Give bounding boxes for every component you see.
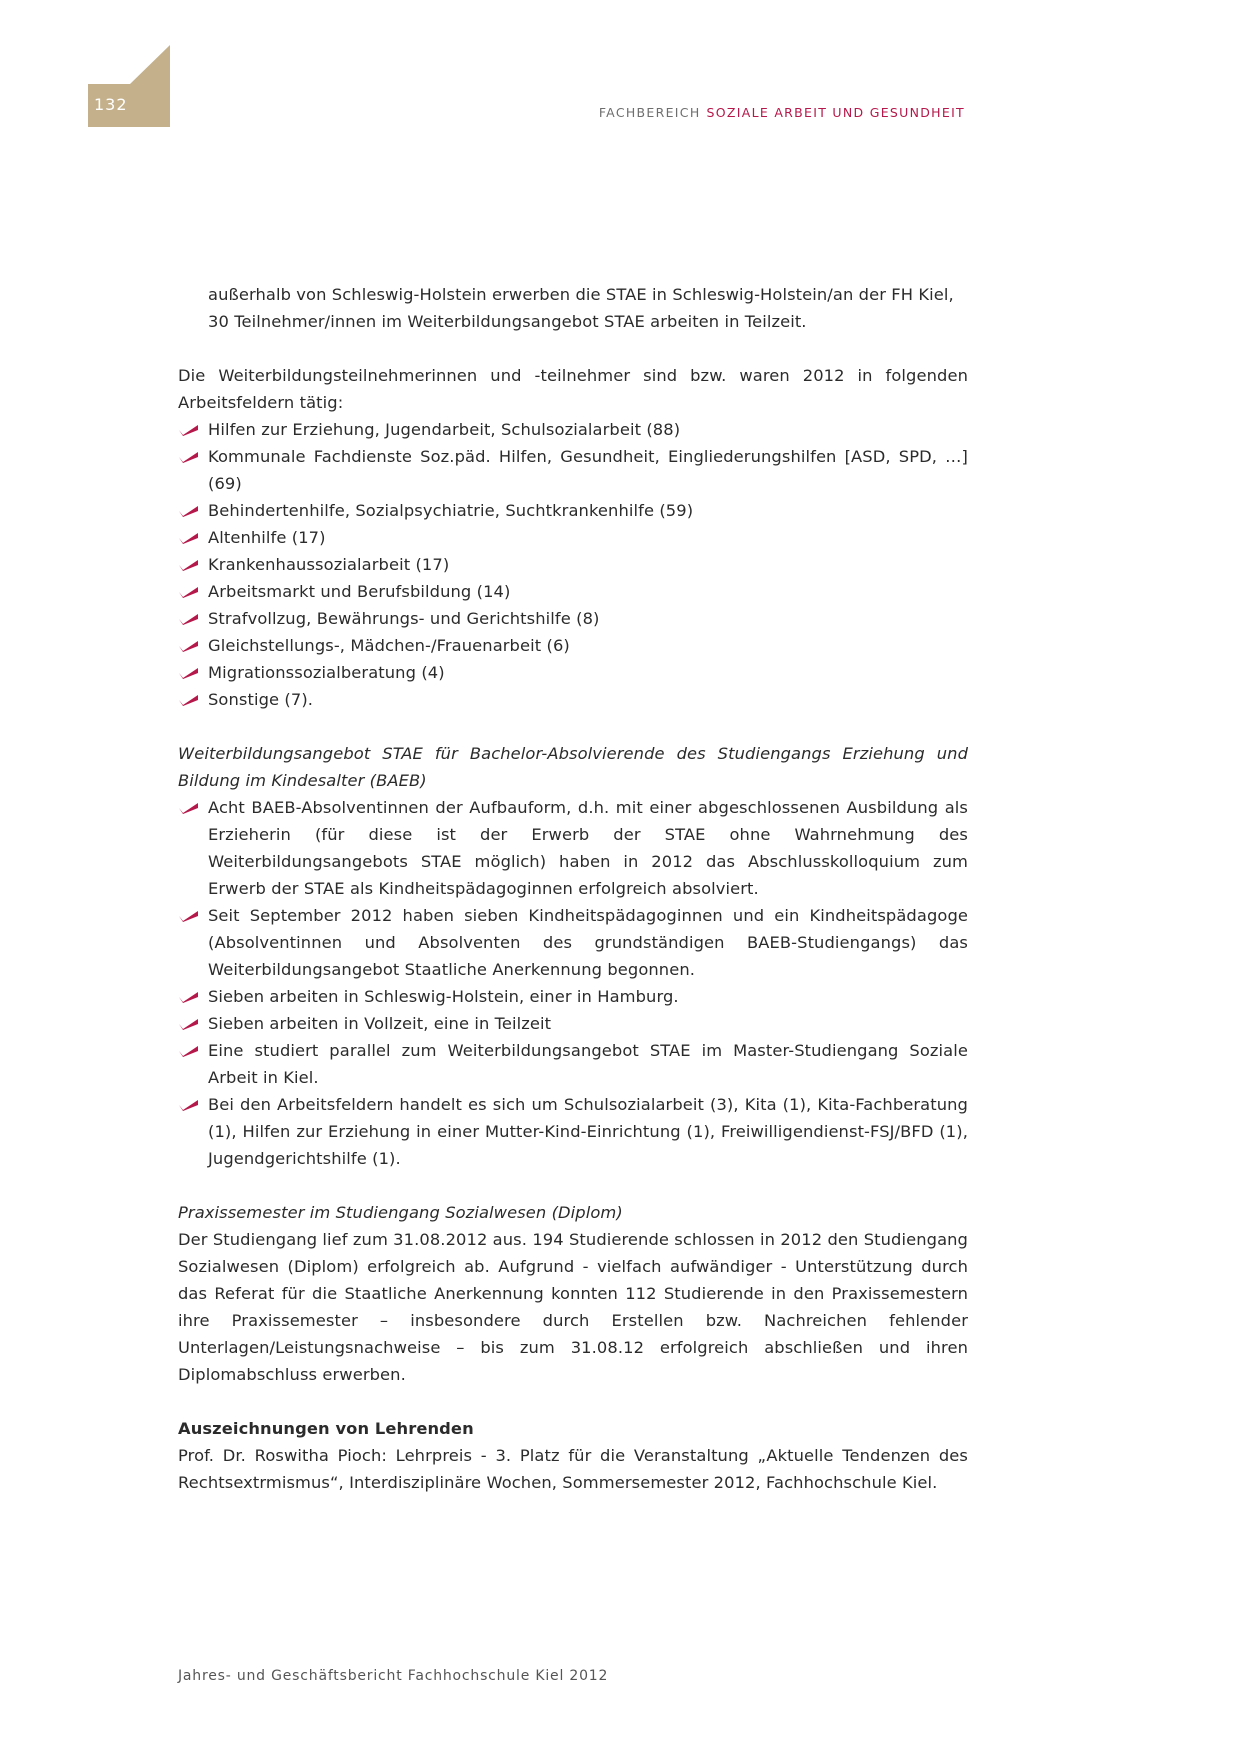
department-label: FACHBEREICH xyxy=(598,105,701,120)
intro-continuation-line-2: 30 Teilnehmer/innen im Weiterbildungsangebot STAE arbeiten in Teilzeit. xyxy=(208,312,807,331)
main-content xyxy=(178,281,968,1496)
list-item: Gleichstellungs-, Mädchen-/Frauenarbeit (6) xyxy=(178,632,968,659)
diplom-heading: Praxissemester im Studiengang Sozialwesen (Diplom) xyxy=(178,1203,623,1222)
list-item: Strafvollzug, Bewährungs- und Gerichtshilfe (8) xyxy=(178,605,968,632)
check-icon xyxy=(178,557,200,572)
check-icon xyxy=(178,989,200,1004)
fields-list xyxy=(178,416,968,713)
intro-continuation-line-1: außerhalb von Schleswig-Holstein erwerben die STAE in Schleswig-Holstein/an der FH Kiel, xyxy=(208,285,954,304)
page-number: 132 xyxy=(94,95,128,114)
department-name: SOZIALE ARBEIT UND GESUNDHEIT xyxy=(706,105,965,120)
check-icon xyxy=(178,638,200,653)
awards-body: Prof. Dr. Roswitha Pioch: Lehrpreis - 3. Platz für die Veranstaltung „Aktuelle Tendenzen des Rechtsextrmismus“, Interdisziplinäre Wochen, Sommersemester 2012, Fachhochschule Kiel. xyxy=(178,1446,968,1492)
list-item: Eine studiert parallel zum Weiterbildungsangebot STAE im Master-Studiengang Soziale Arbeit in Kiel. xyxy=(178,1037,968,1091)
check-icon xyxy=(178,1043,200,1058)
fields-intro: Die Weiterbildungsteilnehmerinnen und -teilnehmer sind bzw. waren 2012 in folgenden Arbeitsfeldern tätig: xyxy=(178,366,968,412)
list-item: Sieben arbeiten in Vollzeit, eine in Teilzeit xyxy=(178,1010,968,1037)
check-icon xyxy=(178,1016,200,1031)
check-icon xyxy=(178,503,200,518)
list-item: Krankenhaussozialarbeit (17) xyxy=(178,551,968,578)
baeb-list xyxy=(178,794,968,1172)
check-icon xyxy=(178,692,200,707)
check-icon xyxy=(178,611,200,626)
list-item: Arbeitsmarkt und Berufsbildung (14) xyxy=(178,578,968,605)
list-item: Sieben arbeiten in Schleswig-Holstein, einer in Hamburg. xyxy=(178,983,968,1010)
check-icon xyxy=(178,1097,200,1112)
check-icon xyxy=(178,422,200,437)
page-number-badge xyxy=(0,0,180,140)
list-item: Sonstige (7). xyxy=(178,686,968,713)
check-icon xyxy=(178,584,200,599)
check-icon xyxy=(178,800,200,815)
list-item: Bei den Arbeitsfeldern handelt es sich um Schulsozialarbeit (3), Kita (1), Kita-Fachberatung (1), Hilfen zur Erziehung in einer Mutter-Kind-Einrichtung (1), Freiwilligendienst-FSJ/BFD (1), Jugendgerichtshilfe (1). xyxy=(178,1091,968,1172)
list-item: Hilfen zur Erziehung, Jugendarbeit, Schulsozialarbeit (88) xyxy=(178,416,968,443)
check-icon xyxy=(178,530,200,545)
list-item: Acht BAEB-Absolventinnen der Aufbauform, d.h. mit einer abgeschlossenen Ausbildung als Erzieherin (für diese ist der Erwerb der STAE ohne Wahrnehmung des Weiterbildungsangebots STAE möglich) haben in 2012 das Abschlusskolloquium zum Erwerb der STAE als Kindheitspädagoginnen erfolgreich absolviert. xyxy=(178,794,968,902)
running-header xyxy=(599,105,965,120)
baeb-heading: Weiterbildungsangebot STAE für Bachelor-Absolvierende des Studiengangs Erziehung und Bildung im Kindesalter (BAEB) xyxy=(178,744,968,790)
check-icon xyxy=(178,908,200,923)
list-item: Behindertenhilfe, Sozialpsychiatrie, Suchtkrankenhilfe (59) xyxy=(178,497,968,524)
page-footer: Jahres- und Geschäftsbericht Fachhochschule Kiel 2012 xyxy=(178,1668,609,1684)
awards-heading: Auszeichnungen von Lehrenden xyxy=(178,1419,474,1438)
check-icon xyxy=(178,665,200,680)
list-item: Migrationssozialberatung (4) xyxy=(178,659,968,686)
check-icon xyxy=(178,449,200,464)
diplom-body: Der Studiengang lief zum 31.08.2012 aus. 194 Studierende schlossen in 2012 den Studiengang Sozialwesen (Diplom) erfolgreich ab. Aufgrund - vielfach aufwändiger - Unterstützung durch das Referat für die Staatliche Anerkennung konnten 112 Studierende in den Praxissemestern ihre Praxissemester – insbesondere durch Erstellen bzw. Nachreichen fehlender Unterlagen/Leistungsnachweise – bis zum 31.08.12 erfolgreich abschließen und ihren Diplomabschluss erwerben. xyxy=(178,1230,968,1384)
list-item: Altenhilfe (17) xyxy=(178,524,968,551)
list-item: Seit September 2012 haben sieben Kindheitspädagoginnen und ein Kindheitspädagoge (Absolventinnen und Absolventen des grundständigen BAEB-Studiengangs) das Weiterbildungsangebot Staatliche Anerkennung begonnen. xyxy=(178,902,968,983)
list-item: Kommunale Fachdienste Soz.päd. Hilfen, Gesundheit, Eingliederungshilfen [ASD, SPD, …] (69) xyxy=(178,443,968,497)
